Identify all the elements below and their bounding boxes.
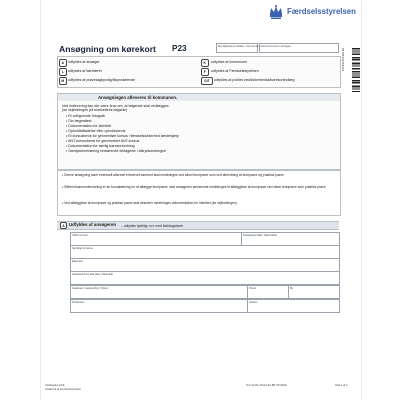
cpr-field[interactable] — [70, 232, 242, 246]
form-sheet — [41, 0, 361, 400]
option-l-checkbox[interactable]: L — [59, 68, 67, 76]
postcode-field[interactable] — [247, 285, 289, 299]
option-k-checkbox[interactable]: K — [201, 59, 209, 67]
profession-label: Profession — [72, 301, 85, 304]
option-f-label: udfyldes af Færdselsstyrelsen — [211, 68, 259, 73]
lastname-label: Efternavn — [72, 260, 84, 263]
option-a-checkbox[interactable]: A — [59, 59, 67, 67]
cpr-label: CPR-nummer — [72, 234, 88, 237]
option-gt-checkbox[interactable]: G/T — [201, 77, 213, 85]
option-m-checkbox[interactable]: M — [59, 77, 67, 85]
list-item: • Samtykkeerklæring vedrørende deltagelse i afkrydsordningen — [66, 149, 167, 153]
note-3: • Ved aflæggelse af teoriprøve og praktisk prøve skal desuden medbringes dokumentation for identitet (se vejledningen). — [62, 201, 238, 205]
section-a-title: Udfyldes af ansøgeren — [69, 222, 117, 228]
brand-name: Færdselsstyrelsen — [287, 7, 356, 16]
postcode-label: Postnr. — [249, 287, 258, 290]
instructions-lead: Ved indlevering kan der være krav om, at følgende skal vedlægges: — [62, 103, 170, 108]
authority-field[interactable] — [216, 43, 261, 53]
option-k-label: udfyldes af kommunen — [211, 59, 248, 64]
option-gt-label: udfyldes af politiet ved/sikkerhedsk/kørekortindlæg — [214, 77, 295, 82]
section-a-subtitle: – udfyldes tydeligt, evt. med blokbogstaver — [121, 223, 184, 228]
notes-panel — [57, 170, 341, 216]
address-label: Gadenavn (vejnavn/by) / Postnr. — [72, 287, 110, 290]
note-1: • Denne ansøgning samt eventuelt allerede erhvervet kørekort skal medbringes ved såvel teoriprøve som ved afhentning af teoriprøve og praktisk prøve. — [62, 173, 285, 177]
lastname-field[interactable] — [70, 258, 340, 272]
section-a-marker: A — [60, 222, 67, 229]
option-f-checkbox[interactable]: F — [201, 68, 209, 76]
page-number: Side 1 af 4 — [335, 384, 348, 387]
phone-field[interactable] — [247, 299, 340, 313]
instructions-sublead: (se vejledningen på blankettens bagside) — [62, 108, 128, 112]
nationality-field[interactable] — [241, 232, 340, 246]
list-item: • Et kursusbevis for gennemført kursus i færdselssikkerhed førstehjælp — [66, 134, 179, 138]
barcode — [352, 48, 360, 92]
barcode-number: 98765432154321 — [341, 48, 345, 72]
page-title: Ansøgning om kørekort — [59, 44, 156, 54]
authority-label: Myndighedens initialer • Kommunens — [218, 44, 261, 48]
option-a-label: udfyldes af ansøger — [68, 59, 100, 64]
instructions-panel — [57, 93, 341, 170]
list-item: • Din lægeattest — [66, 119, 92, 123]
profession-field[interactable] — [70, 299, 248, 313]
list-item: • Opholdstilladelse eller opholdsbevis — [66, 129, 126, 133]
address-field[interactable] — [70, 285, 248, 299]
birthplace-field[interactable] — [70, 271, 340, 285]
crown-logo-icon — [267, 4, 285, 22]
note-2: • Såfremt køreundervisning er en forudsætning for at aflægge teoriprøve, skal ansøgeren selvsenest medbringes til aflæggelse af teoriprøve ved såvel teoriprøve som praktisk prøve. — [62, 185, 327, 189]
list-item: • Dokumentation for særlig kørekortordning — [66, 144, 135, 148]
firstnames-label: Samtlige fornavne — [72, 247, 93, 250]
footer-author: Udarbejdet af FE — [45, 384, 65, 387]
footer-form-id: FLC 23-00-4A0A1 EX BB (07/2024) — [246, 384, 288, 387]
instructions-heading: Ansøgningen afleveres til kommunen. — [98, 94, 178, 100]
birthplace-label: Fødested (hvis ikke født i Danmark) — [72, 273, 114, 276]
option-l-label: udfyldes af kørelærer — [68, 68, 102, 73]
option-m-label: udfyldes af prøvesagkyndig/tilsynsførende — [68, 77, 136, 82]
footer-approval: Godkendt af Færdselsstyrelsen — [45, 388, 82, 391]
phone-label: Telefon — [249, 301, 258, 304]
list-item: • Et vellignende fotografi — [66, 114, 105, 118]
section-a-header — [57, 221, 339, 230]
town-field[interactable] — [288, 285, 340, 299]
list-item: • ANT-kursusbevis for gennemført ANT-kursus — [66, 139, 140, 143]
firstnames-field[interactable] — [70, 245, 340, 259]
nationality-label: Statsborgerskab / Nationalitet — [243, 234, 278, 237]
list-item: • Dokumentation for identitet — [66, 124, 112, 128]
cpr-meta-field[interactable] — [259, 43, 339, 53]
town-label: By — [290, 287, 294, 290]
form-code: P23 — [172, 44, 187, 53]
cpr-meta-label: Personnummer • Ansøget — [261, 44, 291, 48]
